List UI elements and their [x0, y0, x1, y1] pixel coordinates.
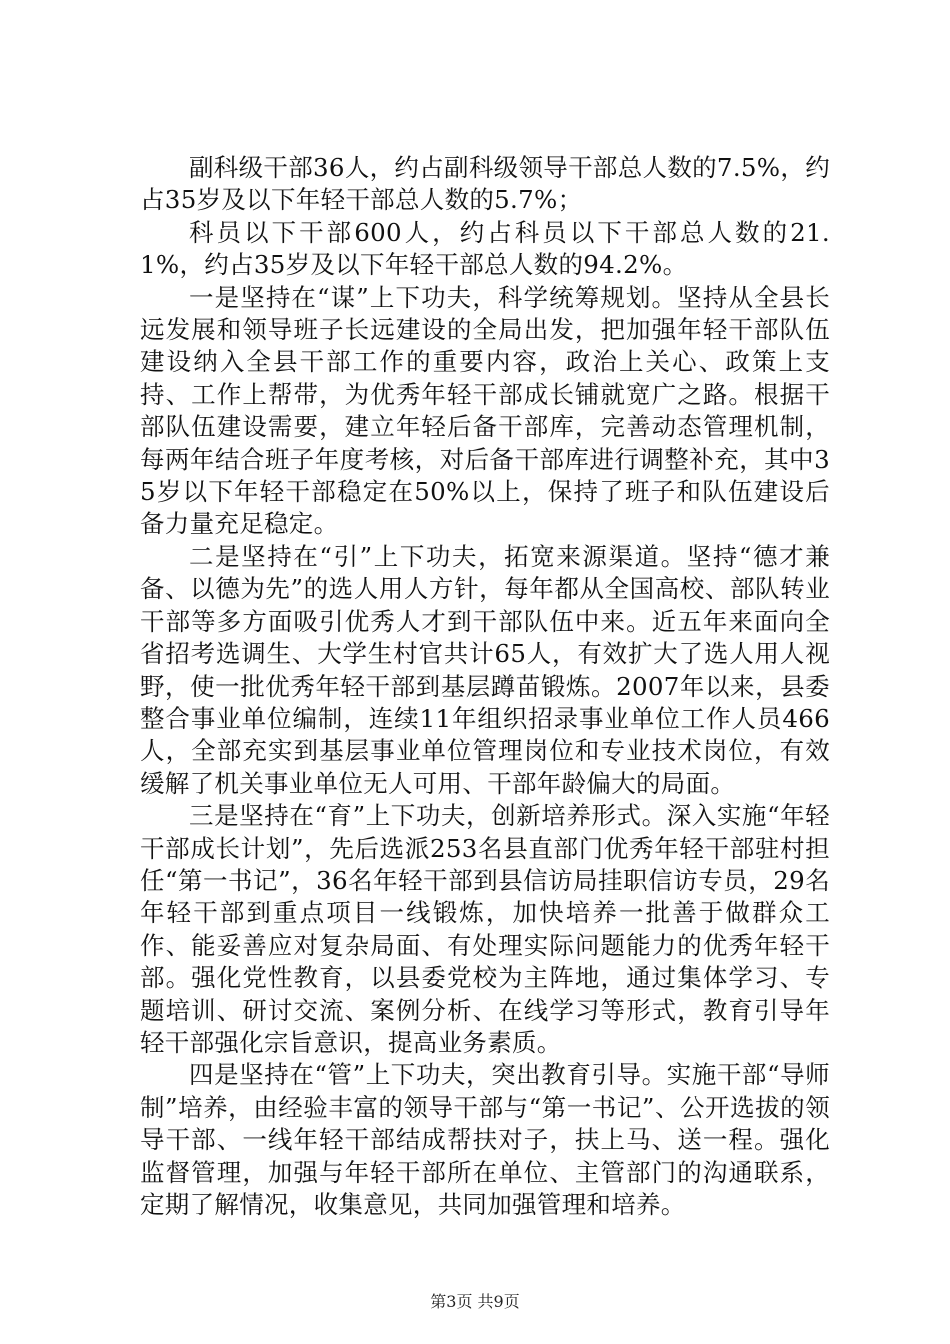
paragraph-deputy-section-cadres: 副科级干部36人，约占副科级领导干部总人数的7.5%，约占35岁及以下年轻干部总人数的5.7%； — [140, 153, 830, 215]
paragraph-training: 三是坚持在“育”上下功夫，创新培养形式。深入实施“年轻干部成长计划”，先后选派253名县直部门优秀年轻干部驻村担任“第一书记”，36名年轻干部到县信访局挂职信访专员，29名年轻干部到重点项目一线锻炼，加快培养一批善于做群众工作、能妥善应对复杂局面、有处理实际问题能力的优秀年轻干部。强化党性教育，以县委党校为主阵地，通过集体学习、专题培训、研讨交流、案例分析、在线学习等形式，教育引导年轻干部强化宗旨意识，提高业务素质。 — [140, 801, 830, 1057]
page-number-footer: 第3页 共9页 — [430, 1292, 520, 1311]
paragraph-management: 四是坚持在“管”上下功夫，突出教育引导。实施干部“导师制”培养，由经验丰富的领导干部与“第一书记”、公开选拔的领导干部、一线年轻干部结成帮扶对子，扶上马、送一程。强化监督管理，加强与年轻干部所在单位、主管部门的沟通联系，定期了解情况，收集意见，共同加强管理和培养。 — [140, 1060, 830, 1219]
document-body — [140, 152, 830, 1221]
paragraph-planning: 一是坚持在“谋”上下功夫，科学统筹规划。坚持从全县长远发展和领导班子长远建设的全局出发，把加强年轻干部队伍建设纳入全县干部工作的重要内容，政治上关心、政策上支持、工作上帮带，为优秀年轻干部成长铺就宽广之路。根据干部队伍建设需要，建立年轻后备干部库，完善动态管理机制，每两年结合班子年度考核，对后备干部库进行调整补充，其中35岁以下年轻干部稳定在50%以上，保持了班子和队伍建设后备力量充足稳定。 — [140, 282, 830, 539]
paragraph-clerk-cadres: 科员以下干部600人，约占科员以下干部总人数的21.1%，约占35岁及以下年轻干部总人数的94.2%。 — [140, 217, 830, 280]
paragraph-recruitment: 二是坚持在“引”上下功夫，拓宽来源渠道。坚持“德才兼备、以德为先”的选人用人方针，每年都从全国高校、部队转业干部等多方面吸引优秀人才到干部队伍中来。近五年来面向全省招考选调生、大学生村官共计65人，有效扩大了选人用人视野，使一批优秀年轻干部到基层蹲苗锻炼。2007年以来，县委整合事业单位编制，连续11年组织招录事业单位工作人员466人，全部充实到基层事业单位管理岗位和专业技术岗位，有效缓解了机关事业单位无人可用、干部年龄偏大的局面。 — [140, 541, 830, 798]
